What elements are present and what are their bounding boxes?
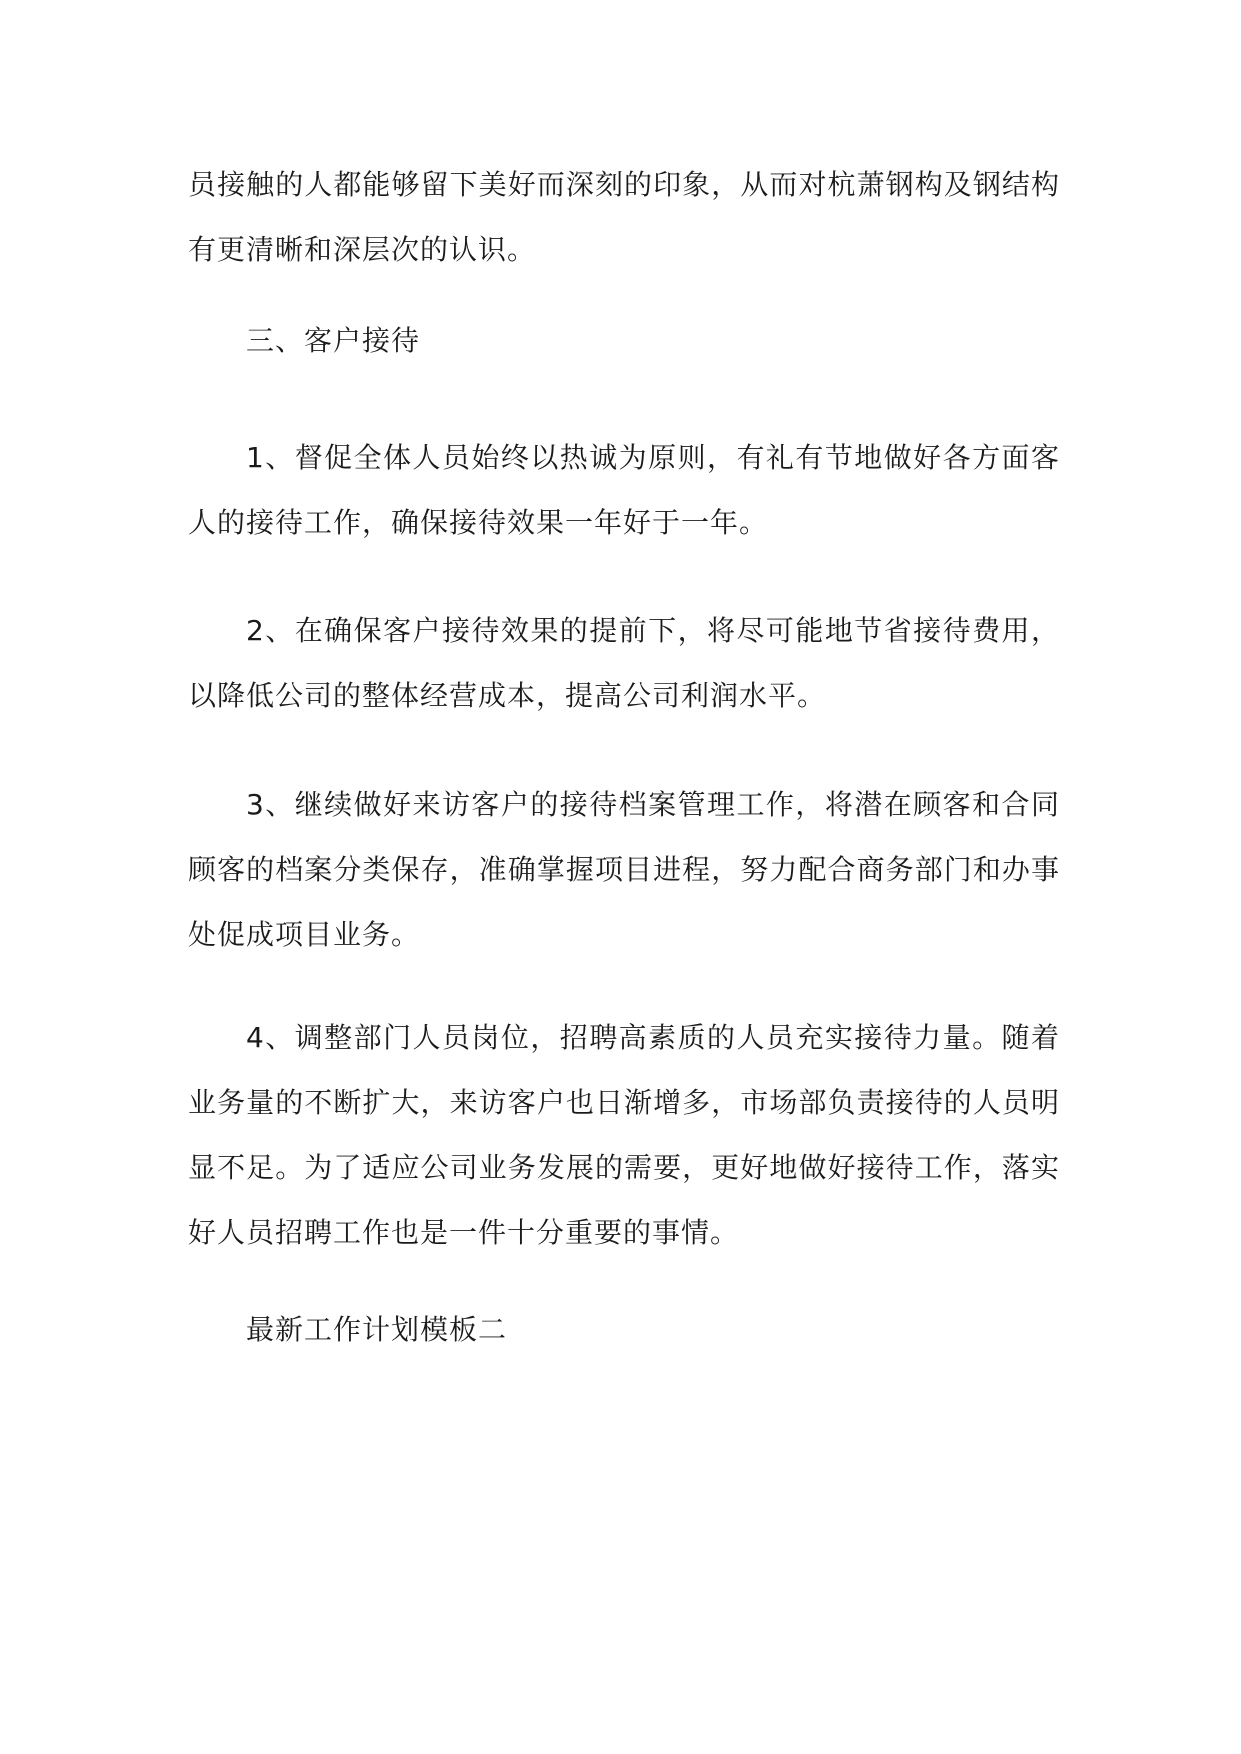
list-item-3: 3、继续做好来访客户的接待档案管理工作，将潜在顾客和合同顾客的档案分类保存，准确掌握项目进程，努力配合商务部门和办事处促成项目业务。 [188,788,1060,951]
list-item-4: 4、调整部门人员岗位，招聘高素质的人员充实接待力量。随着业务量的不断扩大，来访客户也日渐增多，市场部负责接待的人员明显不足。为了适应公司业务发展的需要，更好地做好接待工作，落实好人员招聘工作也是一件十分重要的事情。 [188,1021,1060,1249]
paragraph-continuation: 员接触的人都能够留下美好而深刻的印象，从而对杭萧钢构及钢结构有更清晰和深层次的认识。 [188,168,1060,266]
closing-heading: 最新工作计划模板二 [246,1313,508,1346]
list-item-1: 1、督促全体人员始终以热诚为原则，有礼有节地做好各方面客人的接待工作，确保接待效果一年好于一年。 [188,441,1060,539]
list-item-2: 2、在确保客户接待效果的提前下，将尽可能地节省接待费用，以降低公司的整体经营成本，提高公司利润水平。 [188,614,1060,712]
section-heading: 三、客户接待 [246,324,421,357]
